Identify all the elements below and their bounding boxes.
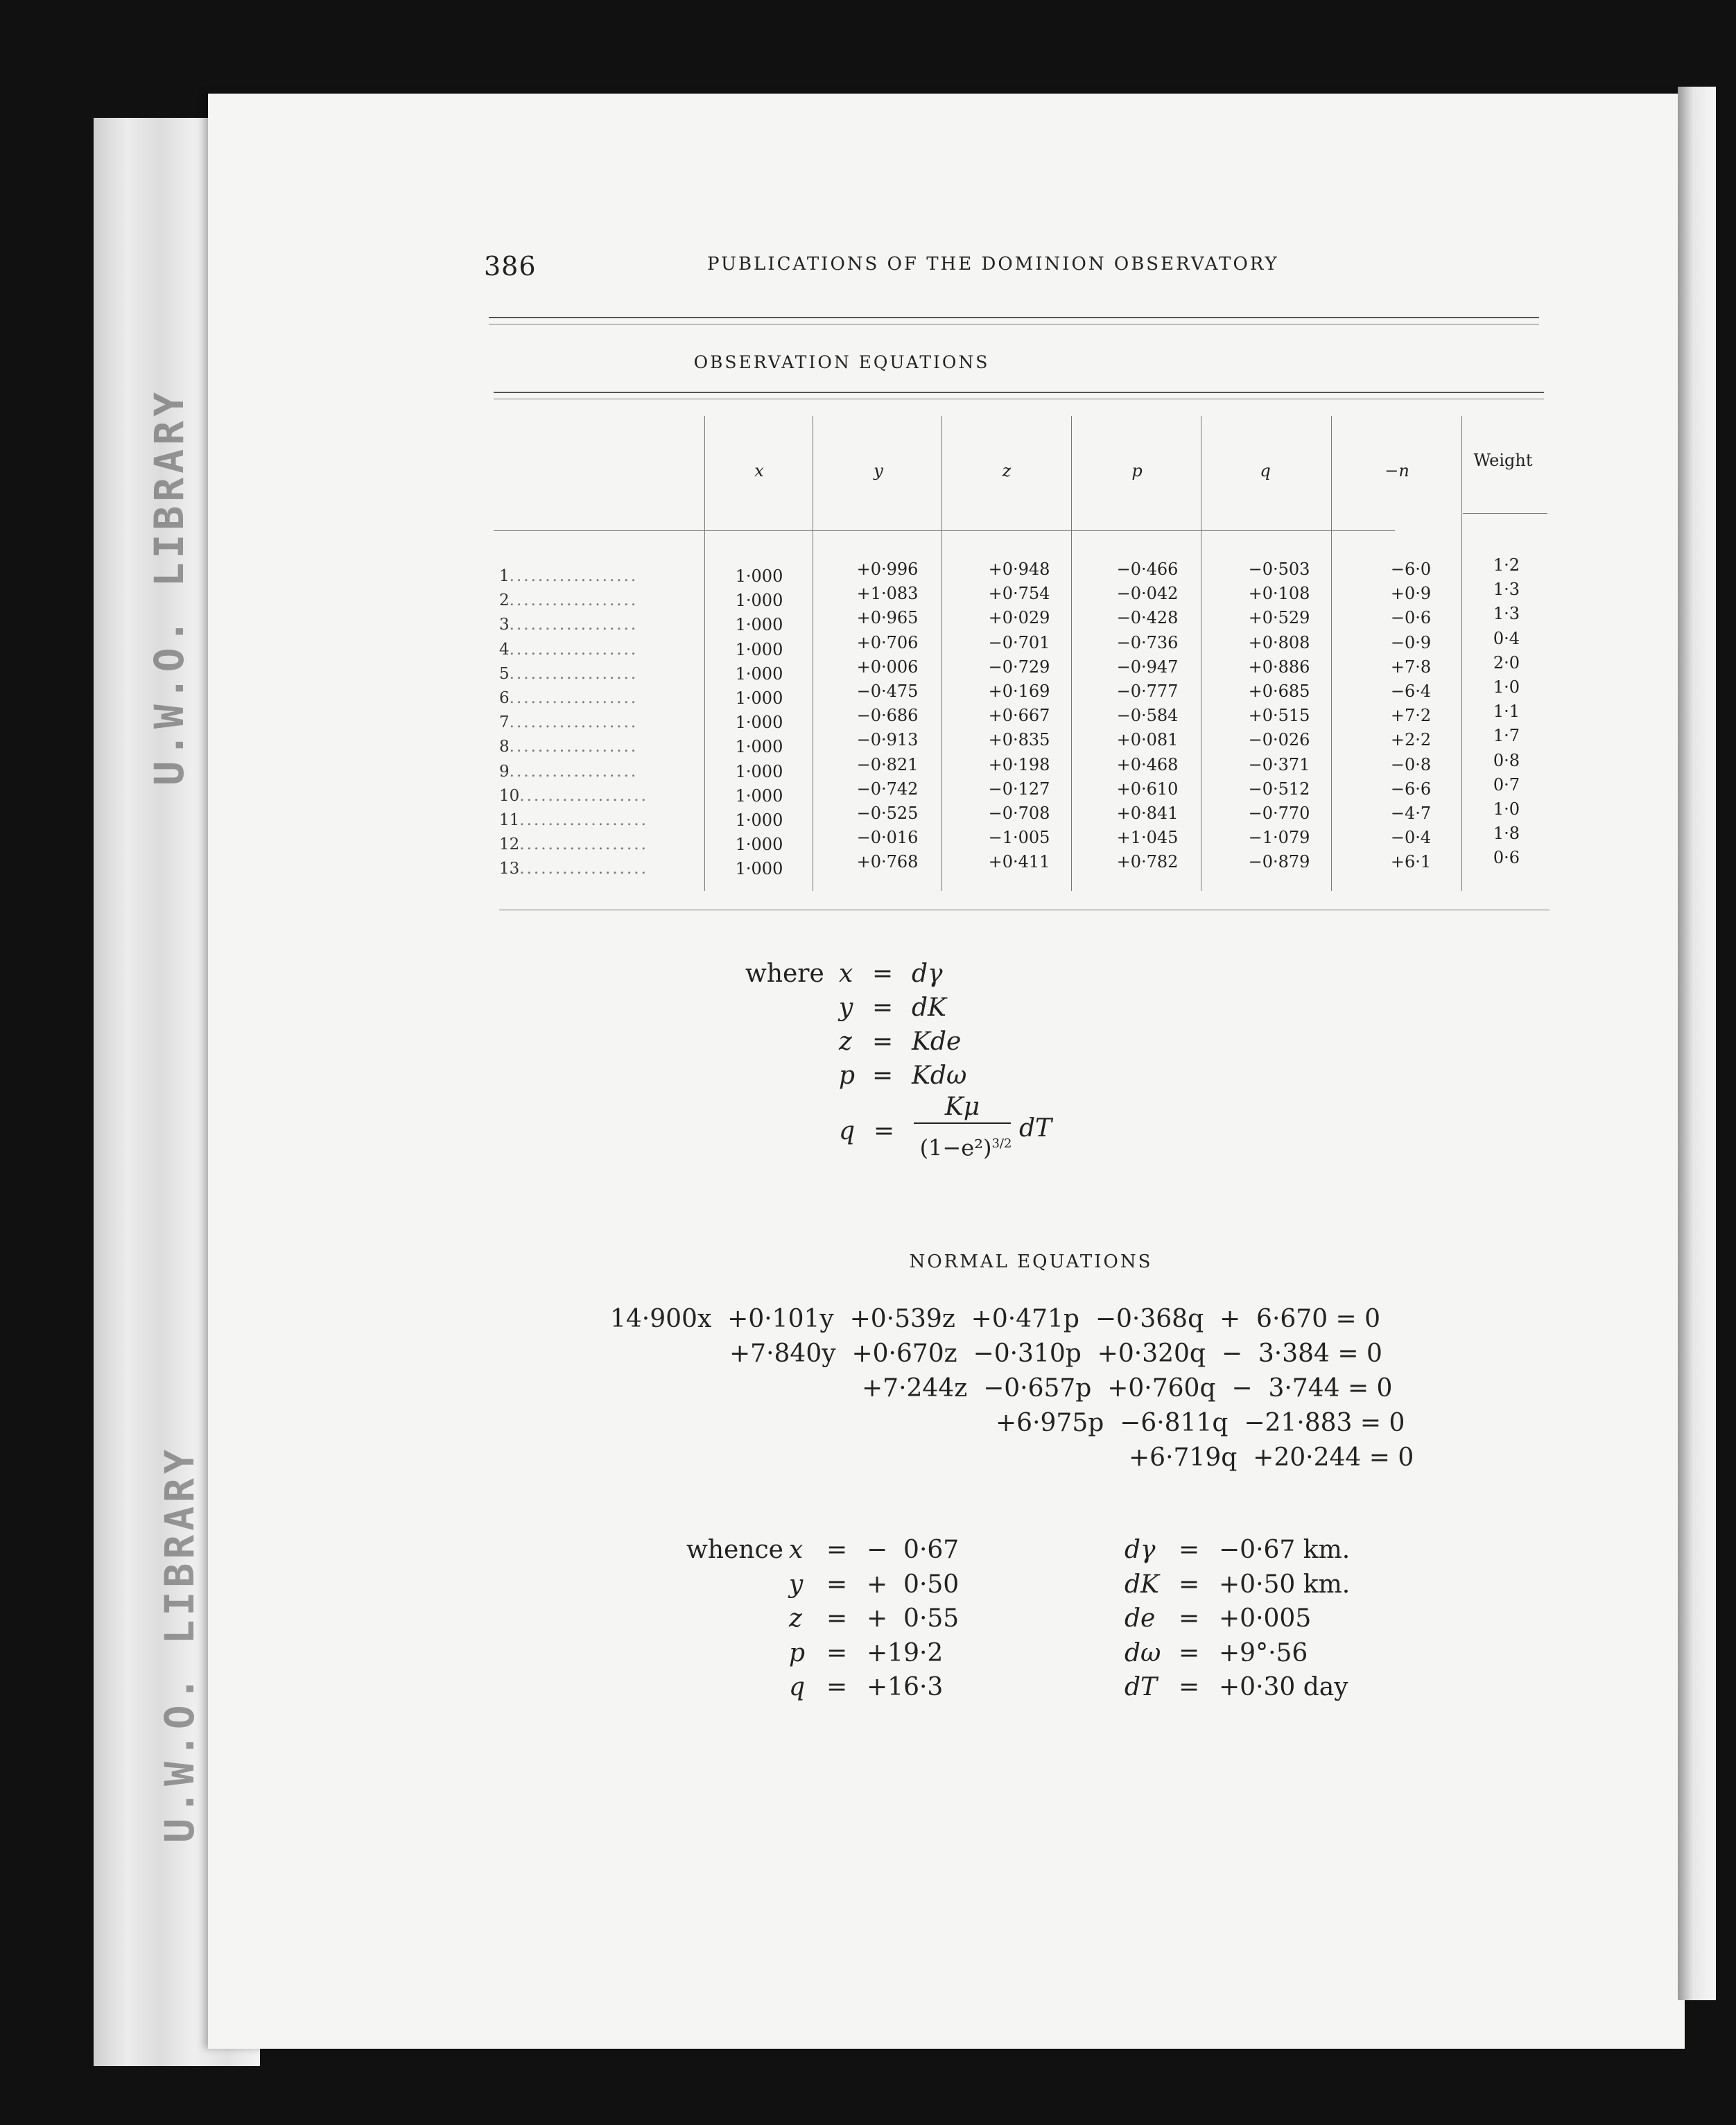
table-cell-p: +0·610 [1116,779,1179,799]
result-value: −0·67 km. [1219,1536,1351,1564]
table-cell-x: 1·000 [735,663,783,684]
whence-value: + 0·50 [867,1570,960,1599]
where-lhs: z [839,1027,852,1056]
table-cell-n: +7·8 [1390,657,1432,677]
table-cell-y: −0·821 [856,754,919,774]
result-var: dω [1125,1638,1161,1667]
normal-equation-4: +6·975p −6·811q −21·883 = 0 [996,1409,1405,1437]
table-cell-y: −0·742 [856,779,919,799]
result-equals: = [1179,1673,1200,1701]
table-cell-x: 1·000 [735,810,783,830]
where-q-equals: = [874,1117,895,1145]
table-cell-z: +0·029 [988,608,1050,628]
table-row-label [499,638,638,662]
row-number: 1 [499,567,510,585]
whence-lead: whence [686,1536,783,1564]
column-divider [704,416,705,891]
leader-dots: .................. [509,762,639,781]
running-head: PUBLICATIONS OF THE DOMINION OBSERVATORY [707,254,1279,275]
table-row-label [499,686,638,711]
row-number: 12 [499,835,520,854]
where-lhs: p [839,1061,856,1090]
result-var: dT [1125,1673,1158,1701]
table-cell-p: −0·042 [1116,584,1179,604]
where-lhs: y [839,994,853,1022]
table-cell-w: 1·8 [1493,824,1520,844]
where-rhs: dγ [912,960,943,988]
library-stamp-top: U.W.O. LIBRARY [146,388,193,786]
table-cell-x: 1·000 [735,639,783,659]
table-cell-n: +2·2 [1390,730,1432,750]
whence-equals: = [826,1604,848,1633]
table-cell-y: −0·016 [856,828,919,848]
table-cell-z: +0·667 [988,706,1050,726]
table-row-label [499,735,638,759]
row-number: 4 [499,640,510,659]
observation-equations-title: OBSERVATION EQUATIONS [693,352,990,372]
result-var: dK [1125,1570,1159,1599]
leader-dots: .................. [509,689,639,707]
table-cell-q: −0·770 [1248,804,1310,823]
table-cell-n: −6·0 [1390,560,1432,579]
table-top-rule [494,392,1544,393]
table-cell-w: 1·1 [1493,702,1520,722]
table-cell-z: −0·708 [988,804,1050,823]
leader-dots: .................. [509,738,639,756]
table-cell-x: 1·000 [735,737,783,757]
result-equals: = [1179,1638,1200,1667]
table-cell-p: +0·081 [1116,730,1179,750]
column-divider [1071,416,1072,891]
table-cell-p: −0·777 [1116,682,1179,701]
q-fraction-denominator: $(1-e^2)^{3/2}$ [919,1134,1012,1161]
table-row-label [499,589,638,613]
table-cell-q: −0·026 [1248,730,1310,750]
table-cell-x: 1·000 [735,688,783,708]
table-cell-p: +0·468 [1116,754,1179,774]
table-row-label [499,760,638,784]
whence-var: x [789,1536,804,1564]
table-cell-x: 1·000 [735,786,783,806]
where-rhs: Kdω [912,1061,967,1090]
table-cell-q: +0·515 [1248,706,1310,726]
table-cell-x: 1·000 [735,566,783,586]
table-cell-z: +0·835 [988,730,1050,750]
table-cell-q: +0·808 [1248,632,1310,652]
table-cell-n: −6·4 [1390,682,1432,701]
whence-equals: = [826,1536,848,1564]
table-cell-z: −0·127 [988,779,1050,799]
column-header-y: y [874,461,883,480]
column-header-x: x [754,461,764,480]
normal-equation-5: +6·719q +20·244 = 0 [1129,1443,1414,1472]
header-separator [494,530,1395,531]
table-cell-y: −0·913 [856,730,919,750]
where-lead: where [745,960,824,988]
column-divider [941,416,942,891]
whence-equals: = [826,1673,848,1701]
table-cell-q: +0·685 [1248,682,1310,701]
table-cell-z: −0·729 [988,657,1050,677]
whence-var: q [789,1673,806,1701]
column-header-p: p [1131,461,1143,480]
table-cell-q: −0·512 [1248,779,1310,799]
where-rhs: Kde [912,1027,962,1056]
leader-dots: .................. [519,835,648,854]
whence-value: − 0·67 [867,1536,960,1564]
where-equals: = [872,1027,894,1056]
column-header-z: z [1002,461,1012,480]
result-value: +9°·56 [1219,1638,1308,1667]
row-number: 9 [499,762,510,781]
whence-equals: = [826,1638,848,1667]
table-cell-w: 0·8 [1493,750,1520,770]
table-cell-n: −0·4 [1390,828,1432,848]
result-equals: = [1179,1570,1200,1599]
table-cell-x: 1·000 [735,713,783,733]
result-value: +0·30 day [1219,1673,1348,1701]
row-number: 11 [499,811,520,829]
table-cell-n: −0·8 [1390,754,1432,774]
column-divider [1331,416,1332,891]
table-cell-z: −1·005 [988,828,1050,848]
where-lhs: x [839,960,853,988]
whence-var: z [789,1604,802,1633]
table-cell-z: −0·701 [988,632,1050,652]
table-cell-w: 1·7 [1493,726,1520,746]
normal-equations-title: NORMAL EQUATIONS [909,1251,1153,1272]
table-cell-p: −0·736 [1116,632,1179,652]
table-row-label [499,662,638,686]
table-cell-p: +0·782 [1116,852,1179,872]
whence-value: + 0·55 [867,1604,960,1633]
table-cell-x: 1·000 [735,615,783,635]
table-cell-y: −0·475 [856,682,919,701]
leader-dots: .................. [509,616,639,634]
table-cell-w: 0·6 [1493,848,1520,868]
row-number: 5 [499,664,510,683]
result-var: dγ [1125,1536,1156,1564]
table-cell-w: 1·3 [1493,604,1520,624]
leader-dots: .................. [509,591,639,610]
table-cell-n: −0·9 [1390,632,1432,652]
leader-dots: .................. [519,860,648,878]
row-number: 7 [499,713,510,732]
result-value: +0·50 km. [1219,1570,1351,1599]
table-cell-x: 1·000 [735,835,783,855]
table-cell-q: −0·503 [1248,560,1310,579]
whence-value: +16·3 [867,1673,944,1701]
whence-var: y [789,1570,804,1599]
where-equals: = [872,1061,894,1090]
table-cell-z: +0·411 [988,852,1050,872]
table-cell-n: +7·2 [1390,706,1432,726]
leader-dots: .................. [519,786,648,805]
table-cell-y: +1·083 [856,584,919,604]
whence-value: +19·2 [867,1638,944,1667]
leader-dots: .................. [519,811,648,829]
table-cell-x: 1·000 [735,761,783,781]
table-cell-w: 0·4 [1493,628,1520,648]
weight-header-separator [1463,513,1547,514]
column-header-weight: Weight [1473,451,1533,470]
table-cell-w: 1·0 [1493,677,1520,697]
table-cell-n: −6·6 [1390,779,1432,799]
table-cell-x: 1·000 [735,591,783,611]
next-page-edge [1678,87,1716,2000]
table-cell-p: +1·045 [1116,828,1179,848]
table-row-label [499,564,638,589]
table-row-label [499,833,648,857]
where-rhs: dK [912,994,946,1022]
table-cell-p: −0·947 [1116,657,1179,677]
table-cell-n: −4·7 [1390,804,1432,823]
result-var: de [1125,1604,1156,1633]
q-fraction-tail: dT [1019,1114,1052,1143]
table-cell-y: +0·706 [856,632,919,652]
page-number: 386 [484,251,537,281]
table-cell-q: +0·886 [1248,657,1310,677]
normal-equation-1: 14·900x +0·101y +0·539z +0·471p −0·368q + 6·670 = 0 [610,1305,1381,1333]
row-number: 13 [499,860,520,878]
normal-equation-2: +7·840y +0·670z −0·310p +0·320q − 3·384 = 0 [729,1339,1382,1368]
table-cell-y: −0·525 [856,804,919,823]
table-cell-n: +0·9 [1390,584,1432,604]
table-cell-w: 1·2 [1493,555,1520,575]
table-cell-x: 1·000 [735,859,783,879]
leader-dots: .................. [509,664,639,683]
library-stamp-bottom: U.W.O. LIBRARY [156,1446,203,1843]
where-equals: = [872,994,894,1022]
row-number: 10 [499,786,520,805]
table-cell-p: +0·841 [1116,804,1179,823]
table-cell-y: +0·006 [856,657,919,677]
table-cell-y: +0·965 [856,608,919,628]
whence-equals: = [826,1570,848,1599]
row-number: 3 [499,616,510,634]
q-fraction-numerator: Kμ [914,1092,1011,1124]
table-cell-q: −1·079 [1248,828,1310,848]
table-cell-y: +0·768 [856,852,919,872]
table-cell-n: −0·6 [1390,608,1432,628]
table-row-label [499,857,648,881]
row-number: 2 [499,591,510,610]
table-cell-z: +0·169 [988,682,1050,701]
table-cell-w: 1·3 [1493,580,1520,600]
table-row-label [499,711,638,735]
table-cell-q: +0·108 [1248,584,1310,604]
result-equals: = [1179,1604,1200,1633]
table-cell-z: +0·754 [988,584,1050,604]
whence-var: p [789,1638,806,1667]
table-cell-p: −0·466 [1116,560,1179,579]
table-cell-p: −0·584 [1116,706,1179,726]
table-cell-y: −0·686 [856,706,919,726]
table-row-label [499,808,648,833]
table-row-label [499,613,638,637]
normal-equation-3: +7·244z −0·657p +0·760q − 3·744 = 0 [862,1374,1393,1403]
table-cell-w: 1·0 [1493,799,1520,819]
table-cell-q: +0·529 [1248,608,1310,628]
where-q-lhs: q [839,1117,856,1145]
column-header-n: −n [1385,461,1409,480]
table-cell-n: +6·1 [1390,852,1432,872]
where-equals: = [872,960,894,988]
table-row-label [499,784,648,808]
leader-dots: .................. [509,567,639,585]
table-cell-z: +0·948 [988,560,1050,579]
table-cell-p: −0·428 [1116,608,1179,628]
row-number: 6 [499,689,510,707]
table-cell-y: +0·996 [856,560,919,579]
table-cell-w: 0·7 [1493,774,1520,795]
result-value: +0·005 [1219,1604,1312,1633]
column-header-q: q [1260,461,1271,480]
result-equals: = [1179,1536,1200,1564]
table-cell-z: +0·198 [988,754,1050,774]
table-cell-w: 2·0 [1493,652,1520,673]
table-cell-q: −0·371 [1248,754,1310,774]
row-number: 8 [499,738,510,756]
table-cell-q: −0·879 [1248,852,1310,872]
leader-dots: .................. [509,713,639,732]
leader-dots: .................. [509,640,639,659]
header-rule [489,317,1539,318]
